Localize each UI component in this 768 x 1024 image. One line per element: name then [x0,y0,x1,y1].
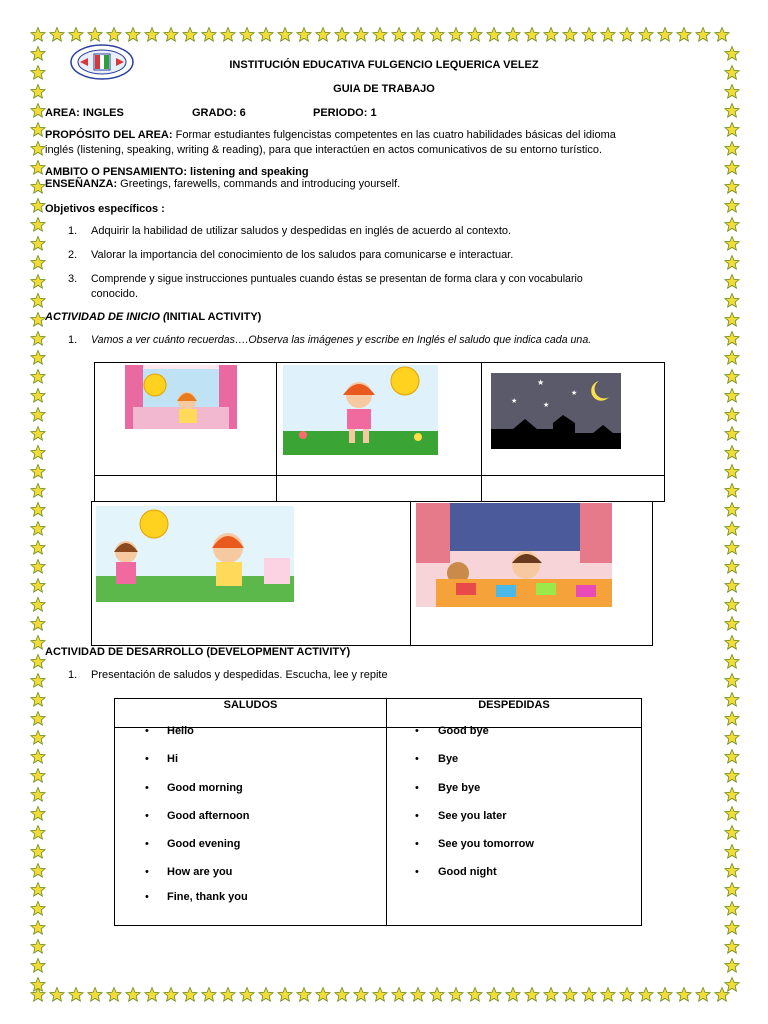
star-icon [725,522,739,536]
star-icon [31,275,45,289]
star-icon [725,674,739,688]
answer-cell-3[interactable] [481,475,665,502]
star-icon [31,712,45,726]
area-label: AREA: INGLES [45,107,124,119]
star-icon [31,370,45,384]
star-icon [297,28,311,42]
star-icon [449,988,463,1002]
answer-cell-1[interactable] [94,475,277,502]
svg-text:★: ★ [511,397,518,405]
saludo-item: Hello [167,725,194,737]
star-icon [31,541,45,555]
despedida-item: Good night [438,866,497,878]
objetivo-3-continued: conocido. [91,288,139,300]
star-icon [240,28,254,42]
star-icon [202,28,216,42]
girl-going-to-sleep-image [416,503,612,607]
star-icon [658,988,672,1002]
bullet-icon: • [415,725,419,737]
desarrollo-title: ACTIVIDAD DE DESARROLLO (DEVELOPMENT ACTIVITY) [45,646,351,658]
star-icon [725,199,739,213]
star-icon [725,864,739,878]
star-icon [725,47,739,61]
star-icon [725,256,739,270]
star-icon [725,750,739,764]
star-icon [725,541,739,555]
inicio-number: 1. [68,334,78,346]
star-icon [202,988,216,1002]
star-icon [164,28,178,42]
star-icon [725,883,739,897]
star-icon [31,769,45,783]
star-icon [725,655,739,669]
star-icon [31,598,45,612]
saludo-item: Hi [167,753,178,765]
ensenanza-label: ENSEÑANZA: [45,178,118,190]
star-icon [725,389,739,403]
star-icon [259,988,273,1002]
saludo-item: Good morning [167,782,243,794]
star-icon [725,921,739,935]
star-icon [31,427,45,441]
despedida-item: Good bye [438,725,489,737]
star-icon [725,180,739,194]
star-icon [430,28,444,42]
star-icon [715,988,729,1002]
objetivo-1: Adquirir la habilidad de utilizar saludos y despedidas en inglés de acuerdo al contexto. [91,225,512,237]
ambito-label: AMBITO O PENSAMIENTO: listening and speaking [45,166,309,178]
star-icon [31,85,45,99]
star-icon [725,959,739,973]
star-icon [468,28,482,42]
bullet-icon: • [415,866,419,878]
star-icon [563,28,577,42]
star-icon [31,807,45,821]
desarrollo-instruction: Presentación de saludos y despedidas. Escucha, lee y repite [91,669,388,681]
star-icon [658,28,672,42]
star-icon [31,256,45,270]
objetivo-number-3: 3. [68,273,78,285]
saludos-header: SALUDOS [223,699,278,711]
star-icon [620,28,634,42]
star-icon [725,807,739,821]
saludo-item: Good afternoon [167,810,250,822]
star-icon [677,28,691,42]
star-icon [297,988,311,1002]
star-icon [725,370,739,384]
star-icon [601,988,615,1002]
star-icon [725,313,739,327]
objetivos-title: Objetivos específicos : [45,203,165,215]
star-icon [259,28,273,42]
star-icon [725,104,739,118]
star-icon [725,788,739,802]
star-icon [411,28,425,42]
star-icon [31,389,45,403]
star-icon [354,28,368,42]
despedida-item: See you later [438,810,507,822]
star-icon [725,66,739,80]
star-icon [240,988,254,1002]
star-icon [468,988,482,1002]
star-icon [31,161,45,175]
star-icon [69,28,83,42]
periodo-label: PERIODO: 1 [313,107,377,119]
star-icon [715,28,729,42]
star-icon [316,988,330,1002]
star-icon [725,617,739,631]
star-icon [487,988,501,1002]
bullet-icon: • [145,810,149,822]
star-icon [183,28,197,42]
star-icon [31,902,45,916]
star-icon [392,28,406,42]
ensenanza-line [45,178,400,191]
star-icon [639,988,653,1002]
star-icon [725,579,739,593]
saludo-item: How are you [167,866,233,878]
star-icon [725,560,739,574]
star-icon [31,655,45,669]
star-icon [31,294,45,308]
objetivo-3: Comprende y sigue instrucciones puntuales cuando éstas se presentan de forma clara y con vocabulario [91,273,583,285]
star-icon [677,988,691,1002]
star-icon [725,408,739,422]
star-icon [725,978,739,992]
inicio-title-italic: ACTIVIDAD DE INICIO ( [45,311,167,323]
star-icon [31,988,45,1002]
star-icon [278,988,292,1002]
star-icon [525,28,539,42]
objetivo-number-1: 1. [68,225,78,237]
star-icon [725,85,739,99]
star-icon [107,28,121,42]
svg-text:★: ★ [537,378,545,387]
proposito-text-1: Formar estudiantes fulgencistas competentes en las cuatro habilidades básicas del idioma [172,129,616,141]
star-icon [31,180,45,194]
kids-greeting-image [96,506,294,602]
star-icon [725,636,739,650]
proposito-label: PROPÓSITO DEL AREA: [45,129,173,141]
star-icon [221,988,235,1002]
star-icon [725,332,739,346]
star-icon [725,465,739,479]
star-icon [725,940,739,954]
star-icon [725,484,739,498]
saludo-item: Fine, thank you [167,891,248,903]
star-icon [725,693,739,707]
star-icon [88,988,102,1002]
star-icon [725,731,739,745]
star-icon [725,598,739,612]
star-icon [31,199,45,213]
greetings-table [114,698,642,926]
star-icon [107,988,121,1002]
star-icon [50,988,64,1002]
star-icon [506,28,520,42]
star-icon [725,503,739,517]
star-icon [506,988,520,1002]
star-icon [31,123,45,137]
star-icon [31,484,45,498]
star-icon [31,104,45,118]
star-icon [278,28,292,42]
bullet-icon: • [415,782,419,794]
star-icon [31,921,45,935]
star-icon [582,28,596,42]
despedidas-header: DESPEDIDAS [478,699,550,711]
svg-text:★: ★ [543,401,550,409]
star-icon [725,351,739,365]
star-icon [696,28,710,42]
star-icon [145,28,159,42]
star-icon [31,883,45,897]
star-icon [525,988,539,1002]
star-icon [183,988,197,1002]
star-icon [31,845,45,859]
bullet-icon: • [145,725,149,737]
star-icon [31,864,45,878]
star-icon [31,28,45,42]
star-icon [31,465,45,479]
star-icon [31,579,45,593]
star-icon [725,902,739,916]
star-icon [31,237,45,251]
star-icon [725,237,739,251]
star-icon [487,28,501,42]
desarrollo-number: 1. [68,669,78,681]
star-icon [50,28,64,42]
star-icon [31,788,45,802]
inicio-instruction: Vamos a ver cuánto recuerdas….Observa las imágenes y escribe en Inglés el saludo que indica cada una. [91,334,592,346]
star-icon [31,313,45,327]
school-logo-icon [70,44,134,80]
objetivo-2: Valorar la importancia del conocimiento de los saludos para comunicarse e interactuar. [91,249,514,261]
star-icon [145,988,159,1002]
star-icon [31,826,45,840]
objetivo-number-2: 2. [68,249,78,261]
star-icon [31,693,45,707]
star-icon [373,28,387,42]
star-icon [725,294,739,308]
star-icon [430,988,444,1002]
proposito-text-2: inglés (listening, speaking, writing & reading), para que interactúen en actos comunicativos de su entorno turístico. [45,144,603,156]
star-icon [31,978,45,992]
star-icon [31,560,45,574]
table-divider [386,699,387,925]
girl-waking-up-image [125,365,237,429]
star-icon [725,275,739,289]
star-icon [620,988,634,1002]
star-icon [582,988,596,1002]
star-icon [31,940,45,954]
bullet-icon: • [145,838,149,850]
star-icon [31,218,45,232]
star-icon [544,988,558,1002]
star-icon [639,28,653,42]
star-icon [69,988,83,1002]
bullet-icon: • [415,810,419,822]
star-icon [126,988,140,1002]
star-icon [725,142,739,156]
star-icon [696,988,710,1002]
star-icon [601,28,615,42]
star-icon [31,617,45,631]
star-icon [164,988,178,1002]
star-icon [725,161,739,175]
svg-text:★: ★ [571,389,578,397]
proposito-paragraph [45,129,735,142]
bullet-icon: • [145,866,149,878]
girl-in-sunshine-image [283,365,438,455]
star-icon [354,988,368,1002]
star-icon [725,826,739,840]
ensenanza-text: Greetings, farewells, commands and introducing yourself. [117,178,401,190]
star-icon [316,28,330,42]
star-icon [335,28,349,42]
saludo-item: Good evening [167,838,241,850]
star-icon [31,522,45,536]
night-sky-image [491,373,621,449]
star-icon [563,988,577,1002]
guide-title: GUIA DE TRABAJO [333,83,435,95]
star-icon [725,769,739,783]
star-icon [392,988,406,1002]
star-icon [725,446,739,460]
star-icon [725,427,739,441]
star-icon [335,988,349,1002]
inicio-title-rest: INITIAL ACTIVITY) [166,311,262,323]
bullet-icon: • [145,891,149,903]
star-icon [373,988,387,1002]
star-icon [544,28,558,42]
star-icon [449,28,463,42]
bullet-icon: • [145,753,149,765]
star-icon [31,142,45,156]
despedida-item: Bye bye [438,782,481,794]
grado-label: GRADO: 6 [192,107,246,119]
star-icon [31,408,45,422]
star-icon [725,712,739,726]
star-icon [31,750,45,764]
inicio-title [45,311,261,324]
star-icon [31,66,45,80]
despedida-item: Bye [438,753,459,765]
star-icon [31,674,45,688]
star-icon [31,959,45,973]
answer-cell-2[interactable] [276,475,482,502]
star-icon [31,47,45,61]
institution-title: INSTITUCIÓN EDUCATIVA FULGENCIO LEQUERICA VELEZ [229,59,539,71]
star-icon [31,446,45,460]
star-icon [725,845,739,859]
star-icon [411,988,425,1002]
star-icon [88,28,102,42]
star-icon [31,636,45,650]
bullet-icon: • [415,753,419,765]
star-icon [31,351,45,365]
despedida-item: See you tomorrow [438,838,534,850]
bullet-icon: • [415,838,419,850]
bullet-icon: • [145,782,149,794]
star-icon [31,332,45,346]
star-icon [31,731,45,745]
star-icon [126,28,140,42]
star-icon [221,28,235,42]
star-icon [725,218,739,232]
star-icon [31,503,45,517]
